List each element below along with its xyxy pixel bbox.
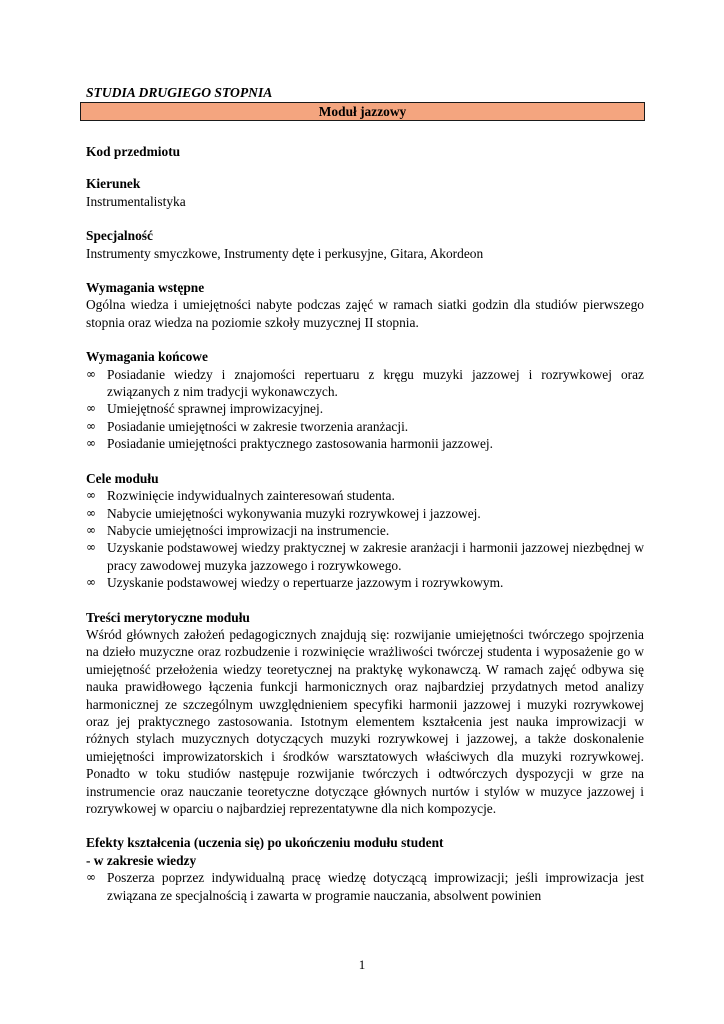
cele-heading: Cele modułu (86, 470, 159, 486)
bullet-infinity-icon: ∞ (86, 436, 96, 451)
bullet-infinity-icon: ∞ (86, 540, 96, 555)
list-item: ∞ Posiadanie umiejętności w zakresie tworzenia aranżacji. (86, 418, 409, 434)
wymagania-koncowe-heading: Wymagania końcowe (86, 349, 208, 365)
bullet-infinity-icon: ∞ (86, 366, 96, 381)
bullet-infinity-icon: ∞ (86, 418, 96, 433)
list-item: ∞ Posiadanie umiejętności praktycznego zastosowania harmonii jazzowej. (86, 436, 493, 452)
list-item: ∞ Poszerza poprzez indywidualną pracę wiedzę dotyczącą improwizacji; jeśli improwizacja jest związana ze specjalnością i zawarta w programie nauczania, absolwent powinien (86, 870, 644, 903)
section-wymagania-wstepne (86, 279, 644, 331)
section-tresci (86, 609, 644, 818)
list-item: ∞ Nabycie umiejętności improwizacji na instrumencie. (86, 522, 390, 538)
kod-heading: Kod przedmiotu (86, 144, 181, 159)
list-item: ∞ Uzyskanie podstawowej wiedzy o repertuarze jazzowym i rozrywkowym. (86, 575, 504, 591)
list-item: ∞ Rozwinięcie indywidualnych zainteresowań studenta. (86, 488, 395, 504)
bullet-infinity-icon: ∞ (86, 575, 96, 590)
bullet-infinity-icon: ∞ (86, 505, 96, 520)
tresci-heading: Treści merytoryczne modułu (86, 609, 250, 625)
efekty-list (86, 869, 644, 904)
bullet-infinity-icon: ∞ (86, 488, 96, 503)
specjalnosc-heading: Specjalność (86, 228, 153, 244)
efekty-subheading: - w zakresie wiedzy (86, 852, 197, 868)
study-level-title: STUDIA DRUGIEGO STOPNIA (86, 85, 273, 100)
bullet-infinity-icon: ∞ (86, 522, 96, 537)
kierunek-heading: Kierunek (86, 176, 141, 192)
kierunek-value: Instrumentalistyka (86, 193, 186, 209)
bullet-infinity-icon: ∞ (86, 870, 96, 885)
section-wymagania-koncowe (86, 348, 644, 452)
wymagania-wstepne-text: Ogólna wiedza i umiejętności nabyte podczas zajęć w ramach siatki godzin dla studiów pierwszego stopnia oraz wiedza na poziomie szkoły muzycznej II stopnia. (86, 297, 644, 330)
section-efekty (86, 834, 644, 904)
bullet-infinity-icon: ∞ (86, 401, 96, 416)
efekty-heading: Efekty kształcenia (uczenia się) po ukończeniu modułu student (86, 835, 444, 851)
specjalnosc-value: Instrumenty smyczkowe, Instrumenty dęte i perkusyjne, Gitara, Akordeon (86, 245, 484, 261)
list-item: ∞ Posiadanie wiedzy i znajomości repertuaru z kręgu muzyki jazzowej i rozrywkowej oraz związanych z nim tradycji wykonawczych. (86, 366, 644, 400)
list-item: ∞ Nabycie umiejętności wykonywania muzyki rozrywkowej i jazzowej. (86, 505, 481, 521)
list-item: ∞ Uzyskanie podstawowej wiedzy praktycznej w zakresie aranżacji i harmonii jazzowej niezbędnej w pracy zawodowej muzyka jazzowego i rozrywkowego. (86, 540, 644, 573)
list-item: ∞ Umiejętność sprawnej improwizacyjnej. (86, 401, 324, 417)
tresci-text: Wśród głównych założeń pedagogicznych znajdują się: rozwijanie umiejętności twórczego spojrzenia na dzieło muzyczne oraz rozbudzenie i rozwinięcie wrażliwości twórczej studenta i wyposażenie go w umiejętność przełożenia wiedzy teoretycznej na praktykę wykonawczą. W ramach zajęć odbywa się nauka prawidłowego łączenia funkcji harmonicznych oraz najbardziej przydatnych metod analizy harmonicznej ze szczególnym uwzględnieniem specyfiki harmonii jazzowej i muzyki rozrywkowej oraz jej praktycznego zastosowania. Istotnym elementem kształcenia jest nauka improwizacji w różnych stylach muzycznych dotyczących muzyki rozrywkowej i jazzowej, a także doskonalenie umiejętności improwizatorskich i środków warsztatowych właściwych dla muzyki rozrywkowej. Ponadto w toku studiów następuje rozwijanie twórczych i odtwórczych dyspozycji w grze na instrumencie oraz nauczanie teoretyczne dotyczące głównych nurtów i stylów w muzyce jazzowej i rozrywkowej w oparciu o najbardziej reprezentatywne dla nich kompozycje. (86, 626, 644, 816)
module-banner: Moduł jazzowy (80, 102, 645, 121)
page-number: 1 (358, 957, 366, 972)
section-kod (86, 143, 644, 160)
document-page (86, 84, 644, 904)
section-kierunek (86, 175, 644, 210)
section-cele (86, 470, 644, 592)
section-specjalnosc (86, 227, 644, 262)
cele-list (86, 487, 644, 591)
wymagania-koncowe-list (86, 366, 644, 453)
wymagania-wstepne-heading: Wymagania wstępne (86, 280, 205, 296)
